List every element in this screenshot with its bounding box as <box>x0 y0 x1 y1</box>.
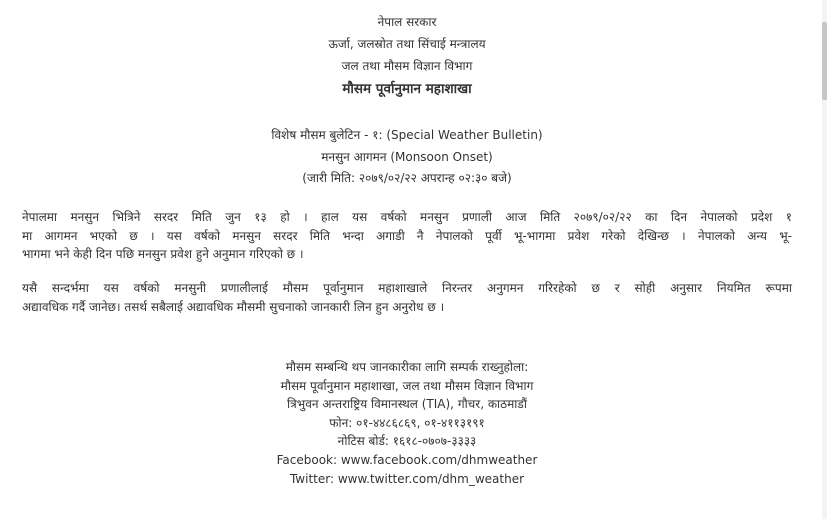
bulletin-issue-date: (जारी मिति: २०७९/०२/२२ अपरान्ह ०२:३० बजे) <box>302 171 512 185</box>
contact-office: मौसम पूर्वानुमान महाशाखा, जल तथा मौसम विज्ञान विभाग <box>280 378 534 393</box>
contact-intro: मौसम सम्बन्धि थप जानकारीका लागि सम्पर्क राख्नुहोला: <box>285 360 529 374</box>
scrollbar-thumb[interactable] <box>822 22 827 100</box>
ministry-name: ऊर्जा, जलस्रोत तथा सिंचाई मन्त्रालय <box>328 37 486 51</box>
bulletin-title-block <box>22 125 792 190</box>
government-name: नेपाल सरकार <box>377 15 437 29</box>
paragraph-1-line-2: मा आगमन भएको छ । यस वर्षको मनसुन सरदर मिति भन्दा अगाडी नै नेपालको पूर्वी भू-भागमा प्रवेश गरेको देखिन्छ । नेपालको अन्य भू- <box>22 228 792 243</box>
paragraph-1 <box>22 208 792 264</box>
contact-block <box>22 358 792 488</box>
paragraph-1-line-1: नेपालमा मनसुन भित्रिने सरदर मिति जुन १३ हो । हाल यस वर्षको मनसुन प्रणाली आज मिति २०७९/०२/२२ का दिन नेपालको प्रदेश १ <box>22 210 792 224</box>
department-name: जल तथा मौसम विज्ञान विभाग <box>341 59 473 73</box>
paragraph-2 <box>22 279 792 316</box>
paragraph-1-line-3: भागमा भने केही दिन पछि मनसुन प्रवेश हुने अनुमान गरिएको छ । <box>22 247 304 261</box>
contact-location: त्रिभुवन अन्तराष्ट्रिय विमानस्थल (TIA), गौचर, काठमाडौं <box>287 397 527 412</box>
vertical-scrollbar[interactable] <box>822 0 827 519</box>
division-title: मौसम पूर्वानुमान महाशाखा <box>342 81 472 97</box>
paragraph-2-line-1: यसै सन्दर्भमा यस वर्षको मनसुनी प्रणालीलाई मौसम पूर्वानुमान महाशाखाले निरन्तर अनुगमन गरिरहेको छ र सोही अनुसार नियमित रूपमा <box>22 281 792 295</box>
twitter-link[interactable]: Twitter: www.twitter.com/dhm_weather <box>289 471 525 486</box>
contact-phone: फोन: ०१-४४८६८६९, ०१-४११३१९१ <box>329 415 485 430</box>
header-block <box>22 11 792 101</box>
bulletin-title: विशेष मौसम बुलेटिन - १: (Special Weather Bulletin) <box>271 128 543 142</box>
paragraph-2-line-2: अद्यावधिक गर्दै जानेछ। तसर्थ सबैलाई अद्यावधिक मौसमी सुचनाको जानकारी लिन हुन अनुरोध छ । <box>22 299 445 314</box>
contact-notice-board: नोटिस बोर्ड: १६१८-०७०७-३३३३ <box>337 434 477 449</box>
facebook-link[interactable]: Facebook: www.facebook.com/dhmweather <box>276 452 538 467</box>
bulletin-subject: मनसुन आगमन (Monsoon Onset) <box>321 149 493 164</box>
